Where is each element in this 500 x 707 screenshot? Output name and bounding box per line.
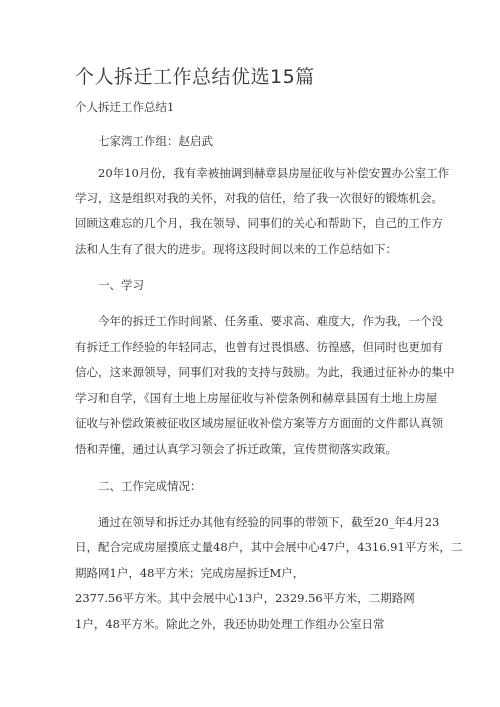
section-heading: 一、学习 xyxy=(98,278,144,292)
paragraph-line: 悟和弄懂，通过认真学习领会了拆迁政策，宣传贯彻落实政策。 xyxy=(75,442,397,456)
paragraph-line: 2377.56平方米。其中会展中心13户，2329.56平方米，二期路网 xyxy=(75,591,415,605)
paragraph-line: 20年10月份，我有幸被抽调到赫章县房屋征收与补偿安置办公室工作 xyxy=(98,166,450,180)
paragraph-line: 学习，这是组织对我的关怀，对我的信任，给了我一次很好的锻炼机会。 xyxy=(75,191,443,205)
section-heading: 二、工作完成情况： xyxy=(98,479,202,493)
paragraph-line: 征收与补偿政策被征收区域房屋征收补偿方案等方方面面的文件都认真领 xyxy=(75,416,443,430)
section-heading: 个人拆迁工作总结1 xyxy=(75,100,175,114)
paragraph-line: 通过在领导和拆迁办其他有经验的同事的带领下，截至20_年4月23 xyxy=(98,515,440,529)
paragraph-line: 有拆迁工作经验的年轻同志，也曾有过畏惧感、彷徨感，但同时也更加有 xyxy=(75,340,443,354)
paragraph-line: 学习和自学，《国有土地上房屋征收与补偿条例和赫章县国有土地上房屋 xyxy=(75,391,438,405)
paragraph-line: 回顾这难忘的几个月，我在领导、同事们的关心和帮助下，自己的工作方 xyxy=(75,216,443,230)
paragraph-line: 1户，48平方米。除此之外，我还协助处理工作组办公室日常 xyxy=(75,617,385,631)
paragraph-line: 今年的拆迁工作时间紧、任务重、要求高、难度大，作为我，一个没 xyxy=(98,314,443,328)
paragraph-line: 日，配合完成房屋摸底丈量48户，其中会展中心47户，4316.91平方米，二 xyxy=(75,540,463,554)
document-title: 个人拆迁工作总结优选15篇 xyxy=(75,66,315,88)
author-line: 七家湾工作组：赵启武 xyxy=(98,134,213,148)
paragraph-line: 信心，这来源领导，同事们对我的支持与鼓励。为此，我通过征补办的集中 xyxy=(75,365,455,379)
paragraph-line: 法和人生有了很大的进步。现将这段时间以来的工作总结如下： xyxy=(75,242,397,256)
paragraph-line: 期路网1户，48平方米；完成房屋拆迁M户， xyxy=(75,566,305,580)
